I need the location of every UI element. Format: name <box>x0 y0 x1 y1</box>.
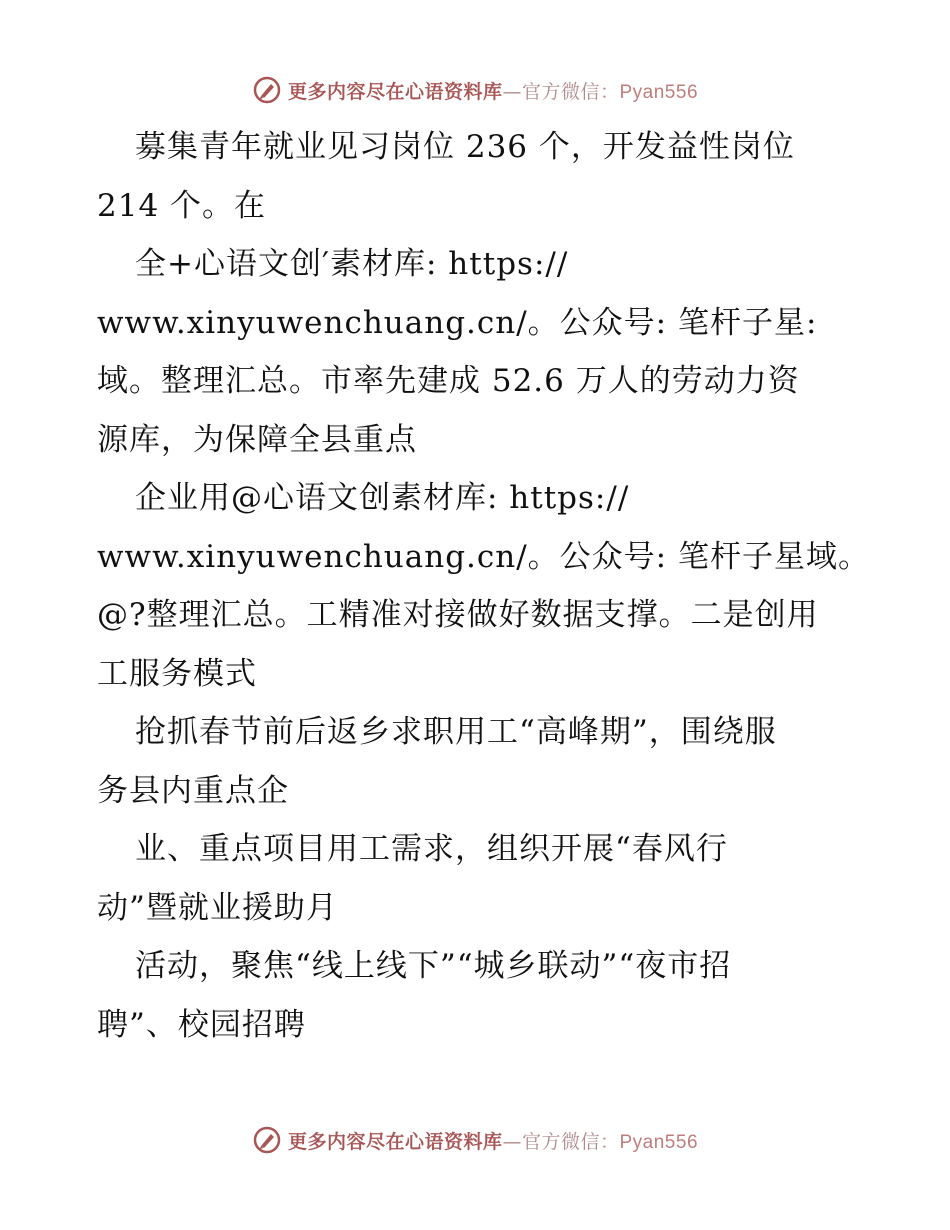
text-line: 源库，为保障全县重点 <box>97 421 417 458</box>
header-banner-main: 更多内容尽在心语资料库 <box>287 80 503 103</box>
text-line: 动”暨就业援助月 <box>97 889 338 926</box>
pen-in-circle-icon <box>252 1125 282 1155</box>
text-line: @?整理汇总。工精准对接做好数据支撑。二是创用 <box>97 597 819 633</box>
footer-banner-text <box>288 1127 698 1154</box>
footer-banner-main: 更多内容尽在心语资料库 <box>287 1130 503 1153</box>
text-line: 全+心语文创′素材库: https:// <box>135 246 569 282</box>
text-line: 抢抓春节前后返乡求职用工“高峰期”，围绕服 <box>135 714 777 750</box>
text-line: 214 个。在 <box>97 187 267 224</box>
pen-in-circle-icon <box>252 75 282 105</box>
text-line: 募集青年就业见习岗位 236 个，开发益性岗位 <box>135 129 795 165</box>
text-line: 聘”、校园招聘 <box>97 1006 306 1043</box>
header-banner-text <box>288 77 698 104</box>
document-body <box>97 118 870 1054</box>
text-line: 企业用@心语文创素材库: https:// <box>135 480 630 516</box>
text-line: www.xinyuwenchuang.cn/。公众号: 笔杆子星域。 <box>97 538 870 575</box>
footer-banner-sep: — <box>502 1130 522 1153</box>
text-line: 活动，聚焦“线上线下”“城乡联动”“夜市招 <box>135 948 732 984</box>
text-line: www.xinyuwenchuang.cn/。公众号: 笔杆子星: <box>97 304 818 341</box>
text-line: 业、重点项目用工需求，组织开展“春风行 <box>135 831 728 867</box>
footer-banner-wechat-id: Pyan556 <box>619 1131 699 1153</box>
footer-banner <box>0 1120 950 1160</box>
header-banner-sep: — <box>502 80 522 103</box>
footer-banner-wechat-label: 官方微信： <box>521 1130 620 1153</box>
header-banner-wechat-label: 官方微信： <box>521 80 620 103</box>
text-line: 域。整理汇总。市率先建成 52.6 万人的劳动力资 <box>97 363 800 399</box>
text-line: 工服务模式 <box>97 655 257 692</box>
header-banner <box>0 70 950 110</box>
text-line: 务县内重点企 <box>97 772 289 809</box>
header-banner-wechat-id: Pyan556 <box>619 81 699 103</box>
